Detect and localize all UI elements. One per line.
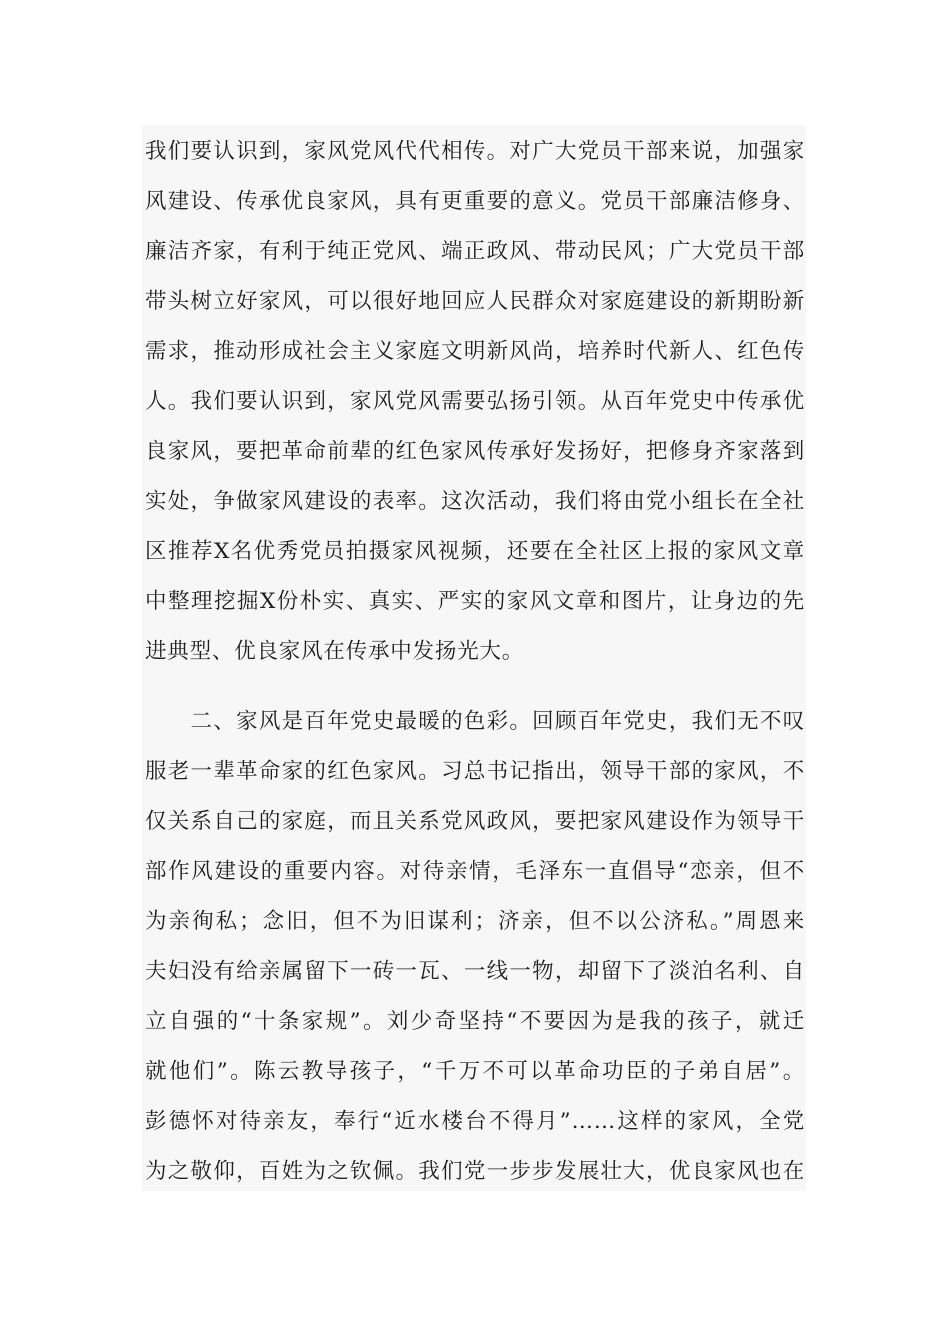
paragraph-2-line-7: 立自强的“十条家规”。刘少奇坚持“不要因为是我的孩子，就迁 [145,1009,805,1034]
paragraph-2-line-3: 仅关系自己的家庭，而且关系党风政风，要把家风建设作为领导干 [145,809,805,834]
paragraph-2-line-9: 彭德怀对待亲友，奉行“近水楼台不得月”……这样的家风，全党 [145,1109,805,1134]
paragraph-1-line-10: 中整理挖掘X份朴实、真实、严实的家风文章和图片，让身边的先 [145,589,805,614]
paragraph-2-line-6: 夫妇没有给亲属留下一砖一瓦、一线一物，却留下了淡泊名利、自 [145,959,805,984]
paragraph-2-line-8: 就他们”。陈云教导孩子，“千万不可以革命功臣的子弟自居”。 [145,1059,805,1084]
paragraph-2-line-10: 为之敬仰，百姓为之钦佩。我们党一步步发展壮大，优良家风也在 [145,1159,805,1184]
paragraph-1-line-7: 良家风，要把革命前辈的红色家风传承好发扬好，把修身齐家落到 [145,439,805,464]
paragraph-1-line-11: 进典型、优良家风在传承中发扬光大。 [145,639,525,664]
paragraph-1-line-2: 风建设、传承优良家风，具有更重要的意义。党员干部廉洁修身、 [145,189,805,214]
paragraph-1-line-3: 廉洁齐家，有利于纯正党风、端正政风、带动民风；广大党员干部 [145,239,805,264]
paragraph-2-line-5: 为亲徇私；念旧，但不为旧谋利；济亲，但不以公济私。”周恩来 [145,909,805,934]
paragraph-1-line-8: 实处，争做家风建设的表率。这次活动，我们将由党小组长在全社 [145,489,805,514]
paragraph-1-line-9: 区推荐X名优秀党员拍摄家风视频，还要在全社区上报的家风文章 [145,539,805,564]
paragraph-2-line-4: 部作风建设的重要内容。对待亲情，毛泽东一直倡导“恋亲，但不 [145,859,805,884]
paragraph-1-line-1: 我们要认识到，家风党风代代相传。对广大党员干部来说，加强家 [145,139,805,164]
paragraph-1-line-4: 带头树立好家风，可以很好地回应人民群众对家庭建设的新期盼新 [145,289,805,314]
paragraph-2-line-1: 二、家风是百年党史最暖的色彩。回顾百年党史，我们无不叹 [145,709,805,734]
paragraph-2-line-2: 服老一辈革命家的红色家风。习总书记指出，领导干部的家风，不 [145,759,805,784]
paragraph-1-line-5: 需求，推动形成社会主义家庭文明新风尚，培养时代新人、红色传 [145,339,805,364]
paragraph-1-line-6: 人。我们要认识到，家风党风需要弘扬引领。从百年党史中传承优 [145,389,805,414]
